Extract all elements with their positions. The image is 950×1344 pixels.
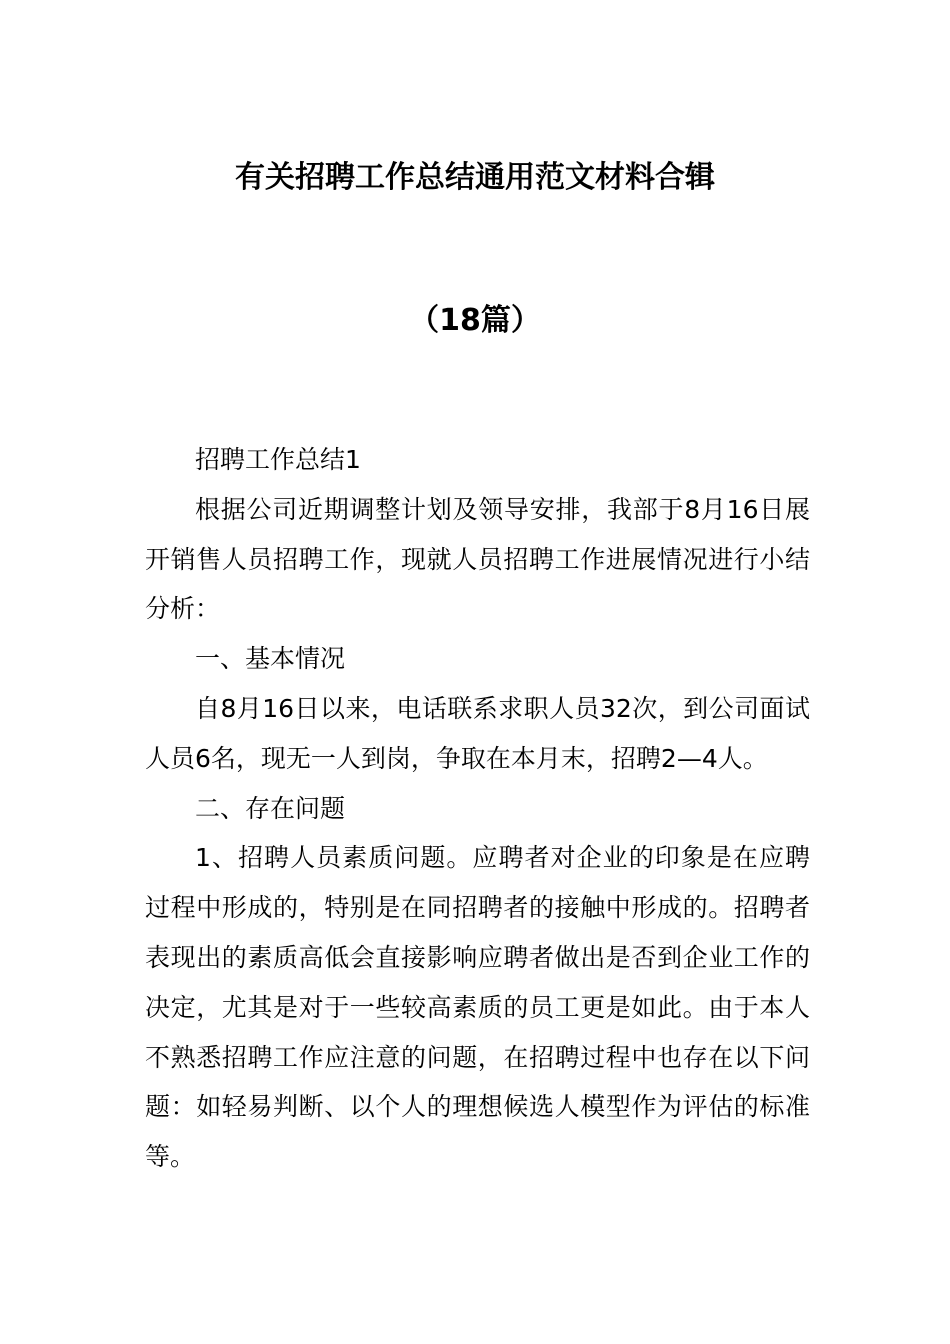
- paragraph: 根据公司近期调整计划及领导安排，我部于8月16日展开销售人员招聘工作，现就人员招聘工作进展情况进行小结分析：: [145, 494, 810, 624]
- document-subtitle: （18篇）: [409, 303, 541, 338]
- section-heading: 招聘工作总结1: [195, 445, 361, 474]
- section-heading: 一、基本情况: [195, 644, 346, 674]
- paragraph: 自8月16日以来，电话联系求职人员32次，到公司面试人员6名，现无一人到岗，争取在本月末，招聘2—4人。: [145, 693, 810, 773]
- section-heading: 二、存在问题: [195, 793, 346, 823]
- document-title: 有关招聘工作总结通用范文材料合辑: [235, 160, 715, 195]
- document-body: [145, 435, 810, 1182]
- paragraph: 1、招聘人员素质问题。应聘者对企业的印象是在应聘过程中形成的，特别是在同招聘者的接触中形成的。招聘者表现出的素质高低会直接影响应聘者做出是否到企业工作的决定，尤其是对于一些较高素质的员工更是如此。由于本人不熟悉招聘工作应注意的问题，在招聘过程中也存在以下问题：如轻易判断、以个人的理想候选人模型作为评估的标准等。: [145, 843, 810, 1172]
